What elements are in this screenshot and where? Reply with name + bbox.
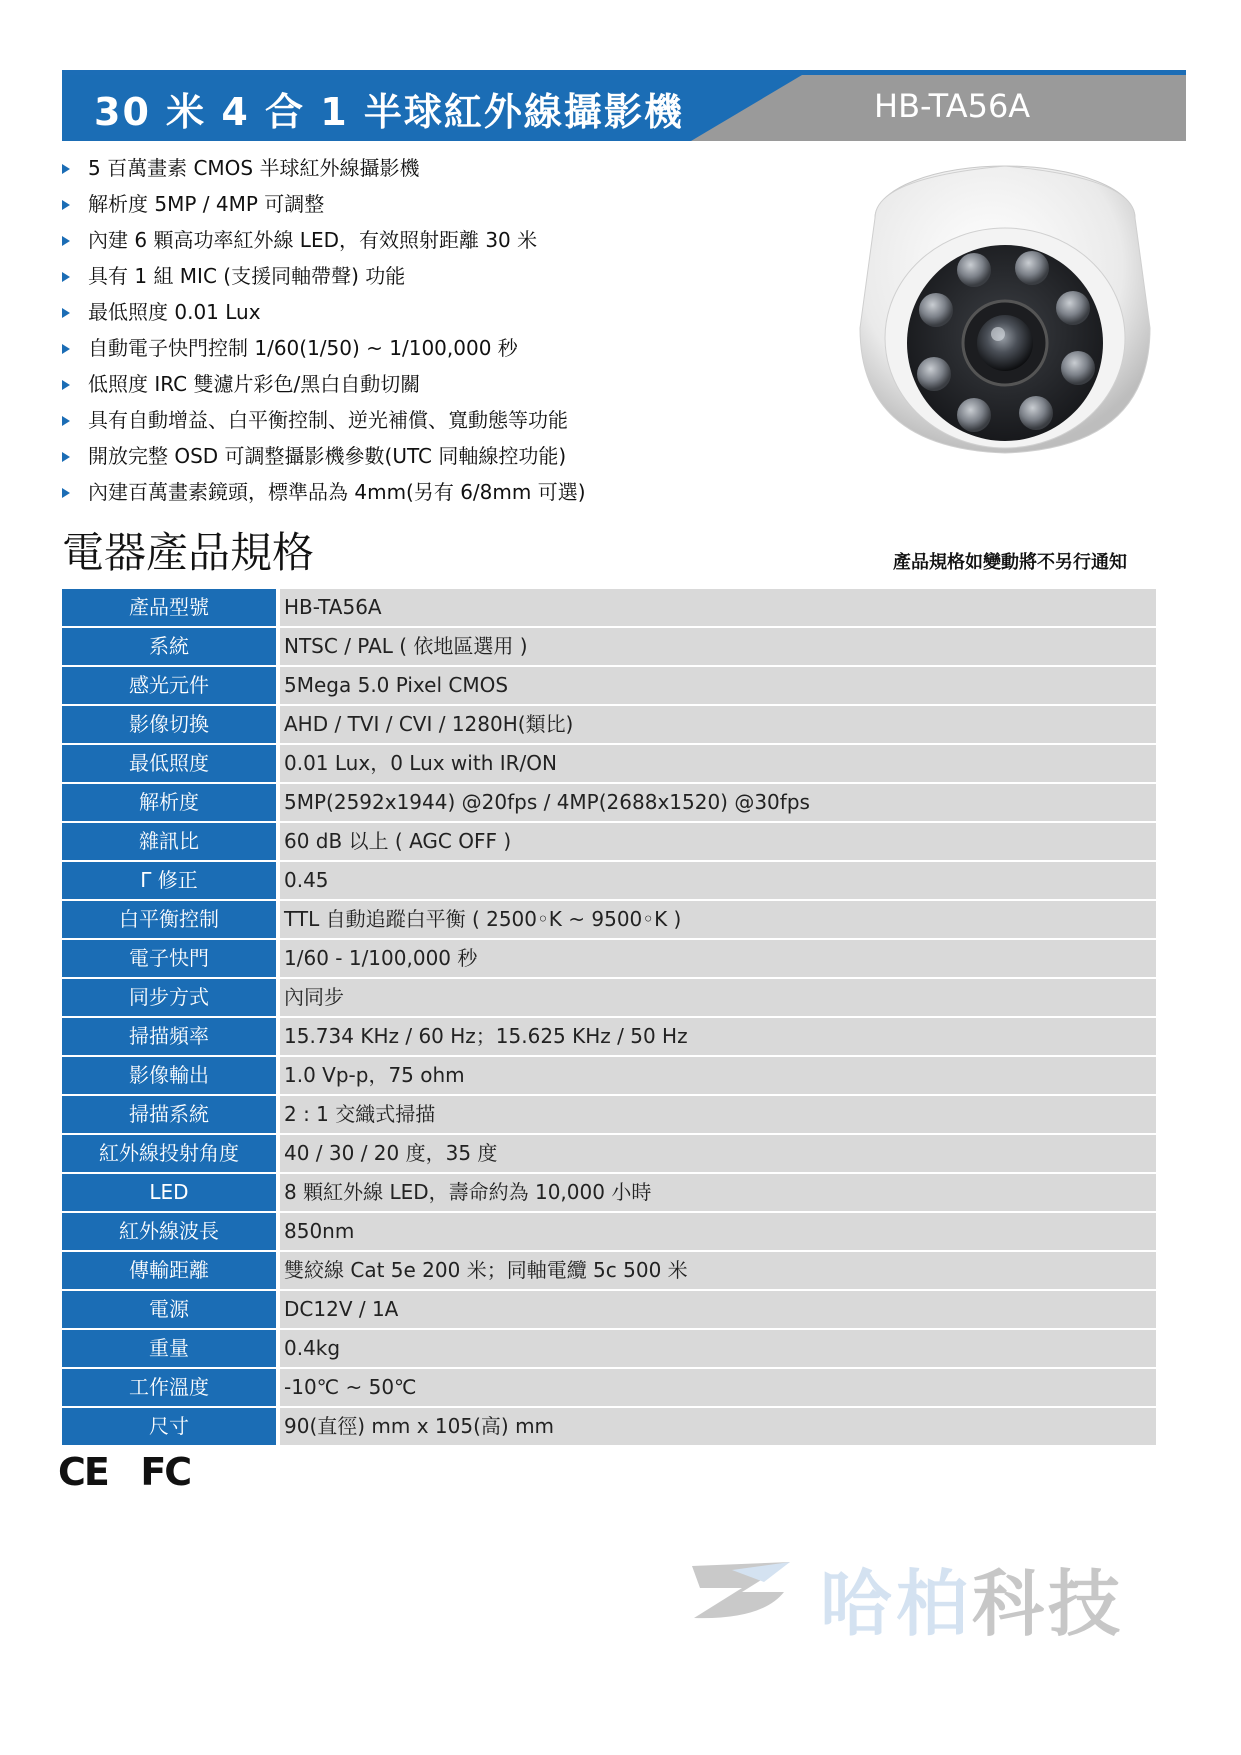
section-title: 電器產品規格 [62, 528, 315, 577]
feature-item: 5 百萬畫素 CMOS 半球紅外線攝影機 [62, 150, 586, 186]
feature-item: 內建 6 顆高功率紅外線 LED，有效照射距離 30 米 [62, 222, 586, 258]
spec-row [62, 940, 1156, 977]
spec-label: 掃描系統 [62, 1096, 280, 1133]
spec-label: 影像切換 [62, 706, 280, 743]
spec-row [62, 784, 1156, 821]
spec-value: TTL 自動追蹤白平衡 ( 2500◦K ~ 9500◦K ) [280, 901, 1156, 938]
fcc-mark-icon: FC [140, 1450, 191, 1494]
spec-label: 同步方式 [62, 979, 280, 1016]
bullet-icon [62, 164, 70, 174]
spec-row [62, 628, 1156, 665]
spec-label: 尺寸 [62, 1408, 280, 1445]
spec-label: 產品型號 [62, 589, 280, 626]
feature-item: 自動電子快門控制 1/60(1/50) ~ 1/100,000 秒 [62, 330, 586, 366]
spec-value: NTSC / PAL ( 依地區選用 ) [280, 628, 1156, 665]
spec-value: 0.01 Lux，0 Lux with IR/ON [280, 745, 1156, 782]
spec-row [62, 1174, 1156, 1211]
feature-item: 最低照度 0.01 Lux [62, 294, 586, 330]
feature-list [62, 150, 586, 510]
spec-label: Γ 修正 [62, 862, 280, 899]
spec-value: 1/60 - 1/100,000 秒 [280, 940, 1156, 977]
spec-row [62, 823, 1156, 860]
spec-row [62, 1096, 1156, 1133]
spec-row [62, 1135, 1156, 1172]
spec-label: 傳輸距離 [62, 1252, 280, 1289]
spec-value: 15.734 KHz / 60 Hz；15.625 KHz / 50 Hz [280, 1018, 1156, 1055]
title-banner [62, 75, 1186, 141]
spec-label: 白平衡控制 [62, 901, 280, 938]
spec-value: 60 dB 以上 ( AGC OFF ) [280, 823, 1156, 860]
brand-swoosh-icon [672, 1548, 812, 1628]
spec-label: 工作溫度 [62, 1369, 280, 1406]
feature-item: 解析度 5MP / 4MP 可調整 [62, 186, 586, 222]
bullet-icon [62, 488, 70, 498]
bullet-icon [62, 380, 70, 390]
product-model: HB-TA56A [874, 87, 1031, 125]
spec-label: 影像輸出 [62, 1057, 280, 1094]
spec-row [62, 1369, 1156, 1406]
bullet-icon [62, 200, 70, 210]
feature-item: 內建百萬畫素鏡頭，標準品為 4mm(另有 6/8mm 可選) [62, 474, 586, 510]
spec-value: 內同步 [280, 979, 1156, 1016]
spec-value: 1.0 Vp-p，75 ohm [280, 1057, 1156, 1094]
spec-value: 0.45 [280, 862, 1156, 899]
spec-label: 系統 [62, 628, 280, 665]
ce-mark-icon: CE [58, 1450, 108, 1494]
spec-row [62, 1330, 1156, 1367]
bullet-icon [62, 272, 70, 282]
spec-value: 2 : 1 交織式掃描 [280, 1096, 1156, 1133]
product-title: 30 米 4 合 1 半球紅外線攝影機 [94, 90, 684, 134]
spec-value: 8 顆紅外線 LED，壽命約為 10,000 小時 [280, 1174, 1156, 1211]
spec-value: 850nm [280, 1213, 1156, 1250]
brand-logo [672, 1548, 1192, 1646]
spec-label: 掃描頻率 [62, 1018, 280, 1055]
feature-item: 具有自動增益、白平衡控制、逆光補償、寬動態等功能 [62, 402, 586, 438]
bullet-icon [62, 416, 70, 426]
spec-row [62, 1408, 1156, 1445]
spec-row [62, 1291, 1156, 1328]
spec-label: 最低照度 [62, 745, 280, 782]
change-notice: 產品規格如變動將不另行通知 [893, 552, 1127, 573]
spec-value: HB-TA56A [280, 589, 1156, 626]
spec-row [62, 979, 1156, 1016]
bullet-icon [62, 344, 70, 354]
spec-row [62, 745, 1156, 782]
spec-value: AHD / TVI / CVI / 1280H(類比) [280, 706, 1156, 743]
spec-row [62, 589, 1156, 626]
spec-value: 5MP(2592x1944) @20fps / 4MP(2688x1520) @30fps [280, 784, 1156, 821]
certification-marks [58, 1450, 190, 1494]
dome-camera-image [850, 158, 1160, 458]
spec-row [62, 862, 1156, 899]
bullet-icon [62, 236, 70, 246]
brand-name-gray: 科技 [972, 1562, 1125, 1646]
spec-row [62, 1213, 1156, 1250]
spec-value: 40 / 30 / 20 度，35 度 [280, 1135, 1156, 1172]
spec-row [62, 901, 1156, 938]
spec-label: 紅外線波長 [62, 1213, 280, 1250]
feature-item: 具有 1 組 MIC (支援同軸帶聲) 功能 [62, 258, 586, 294]
spec-value: 0.4kg [280, 1330, 1156, 1367]
spec-value: -10℃ ~ 50℃ [280, 1369, 1156, 1406]
feature-item: 低照度 IRC 雙濾片彩色/黑白自動切關 [62, 366, 586, 402]
spec-label: 紅外線投射角度 [62, 1135, 280, 1172]
spec-label: 感光元件 [62, 667, 280, 704]
spec-label: 電源 [62, 1291, 280, 1328]
spec-label: 雜訊比 [62, 823, 280, 860]
feature-item: 開放完整 OSD 可調整攝影機參數(UTC 同軸線控功能) [62, 438, 586, 474]
spec-label: LED [62, 1174, 280, 1211]
spec-row [62, 1018, 1156, 1055]
spec-value: DC12V / 1A [280, 1291, 1156, 1328]
spec-label: 重量 [62, 1330, 280, 1367]
spec-label: 解析度 [62, 784, 280, 821]
spec-row [62, 1252, 1156, 1289]
bullet-icon [62, 308, 70, 318]
brand-name-blue: 哈柏 [820, 1562, 973, 1646]
spec-table [62, 589, 1156, 1447]
spec-value: 雙絞線 Cat 5e 200 米；同軸電纜 5c 500 米 [280, 1252, 1156, 1289]
spec-value: 90(直徑) mm x 105(高) mm [280, 1408, 1156, 1445]
bullet-icon [62, 452, 70, 462]
spec-row [62, 667, 1156, 704]
spec-row [62, 706, 1156, 743]
spec-row [62, 1057, 1156, 1094]
spec-value: 5Mega 5.0 Pixel CMOS [280, 667, 1156, 704]
spec-label: 電子快門 [62, 940, 280, 977]
